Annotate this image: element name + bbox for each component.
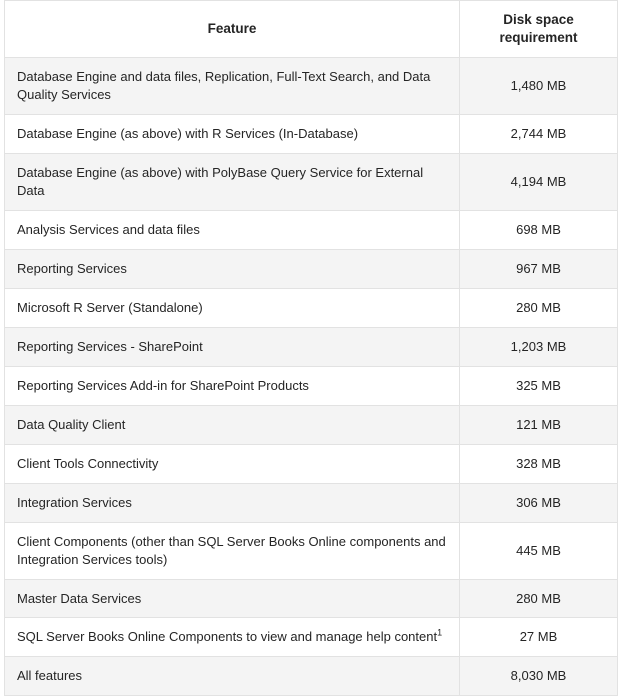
footnote-marker: 1 xyxy=(437,628,443,639)
cell-disk-space: 698 MB xyxy=(460,211,618,250)
table-row xyxy=(5,657,618,696)
table-header xyxy=(5,1,618,58)
cell-disk-space: 967 MB xyxy=(460,250,618,289)
table-row xyxy=(5,444,618,483)
feature-label: Reporting Services Add-in for SharePoint Products xyxy=(17,377,309,393)
feature-label: Microsoft R Server (Standalone) xyxy=(17,300,203,315)
cell-feature xyxy=(5,444,460,483)
cell-disk-space: 121 MB xyxy=(460,405,618,444)
cell-feature xyxy=(5,657,460,696)
cell-disk-space: 445 MB xyxy=(460,522,618,579)
feature-label: All features xyxy=(17,668,83,684)
table-row xyxy=(5,327,618,366)
feature-label: Reporting Services xyxy=(17,261,127,277)
column-header-feature: Feature xyxy=(5,1,460,58)
feature-label: Integration Services xyxy=(17,494,132,510)
feature-label: Database Engine (as above) with PolyBase Query Service for External Data xyxy=(17,165,424,199)
table-row xyxy=(5,289,618,328)
feature-label: SQL Server Books Online Components to view and manage help content xyxy=(17,629,438,645)
cell-feature xyxy=(5,522,460,579)
feature-label: Analysis Services and data files xyxy=(17,222,200,238)
table-row xyxy=(5,483,618,522)
cell-feature xyxy=(5,58,460,115)
cell-disk-space: 2,744 MB xyxy=(460,115,618,154)
cell-disk-space: 1,203 MB xyxy=(460,327,618,366)
cell-feature xyxy=(5,115,460,154)
cell-feature xyxy=(5,289,460,328)
cell-feature xyxy=(5,366,460,405)
cell-feature xyxy=(5,327,460,366)
feature-label: Reporting Services - SharePoint xyxy=(17,338,203,354)
column-header-disk-space: Disk space requirement xyxy=(460,1,618,58)
cell-disk-space: 325 MB xyxy=(460,366,618,405)
cell-feature xyxy=(5,579,460,618)
cell-feature xyxy=(5,211,460,250)
table-row xyxy=(5,618,618,657)
table-row xyxy=(5,522,618,579)
table-header-row xyxy=(5,1,618,58)
feature-label: Data Quality Client xyxy=(17,416,126,432)
cell-disk-space: 280 MB xyxy=(460,289,618,328)
feature-label: Database Engine (as above) with R Services (In-Database) xyxy=(17,126,359,142)
cell-disk-space: 280 MB xyxy=(460,579,618,618)
table-row xyxy=(5,579,618,618)
cell-disk-space: 306 MB xyxy=(460,483,618,522)
table-row xyxy=(5,211,618,250)
table-row xyxy=(5,250,618,289)
disk-space-requirements-table xyxy=(4,0,618,696)
table-body xyxy=(5,58,618,696)
feature-label: Client Tools Connectivity xyxy=(17,455,159,471)
table-row xyxy=(5,58,618,115)
feature-label: Database Engine and data files, Replication, Full-Text Search, and Data Quality Services xyxy=(17,69,431,103)
cell-feature xyxy=(5,405,460,444)
cell-disk-space: 8,030 MB xyxy=(460,657,618,696)
cell-feature xyxy=(5,250,460,289)
table-row xyxy=(5,115,618,154)
cell-disk-space: 4,194 MB xyxy=(460,154,618,211)
cell-feature xyxy=(5,483,460,522)
cell-disk-space: 328 MB xyxy=(460,444,618,483)
feature-label: Client Components (other than SQL Server Books Online components and Integration Services tools) xyxy=(17,533,446,567)
table-row xyxy=(5,154,618,211)
cell-disk-space: 1,480 MB xyxy=(460,58,618,115)
table-row xyxy=(5,366,618,405)
cell-feature xyxy=(5,154,460,211)
cell-feature xyxy=(5,618,460,657)
feature-label: Master Data Services xyxy=(17,590,142,606)
cell-disk-space: 27 MB xyxy=(460,618,618,657)
table-row xyxy=(5,405,618,444)
